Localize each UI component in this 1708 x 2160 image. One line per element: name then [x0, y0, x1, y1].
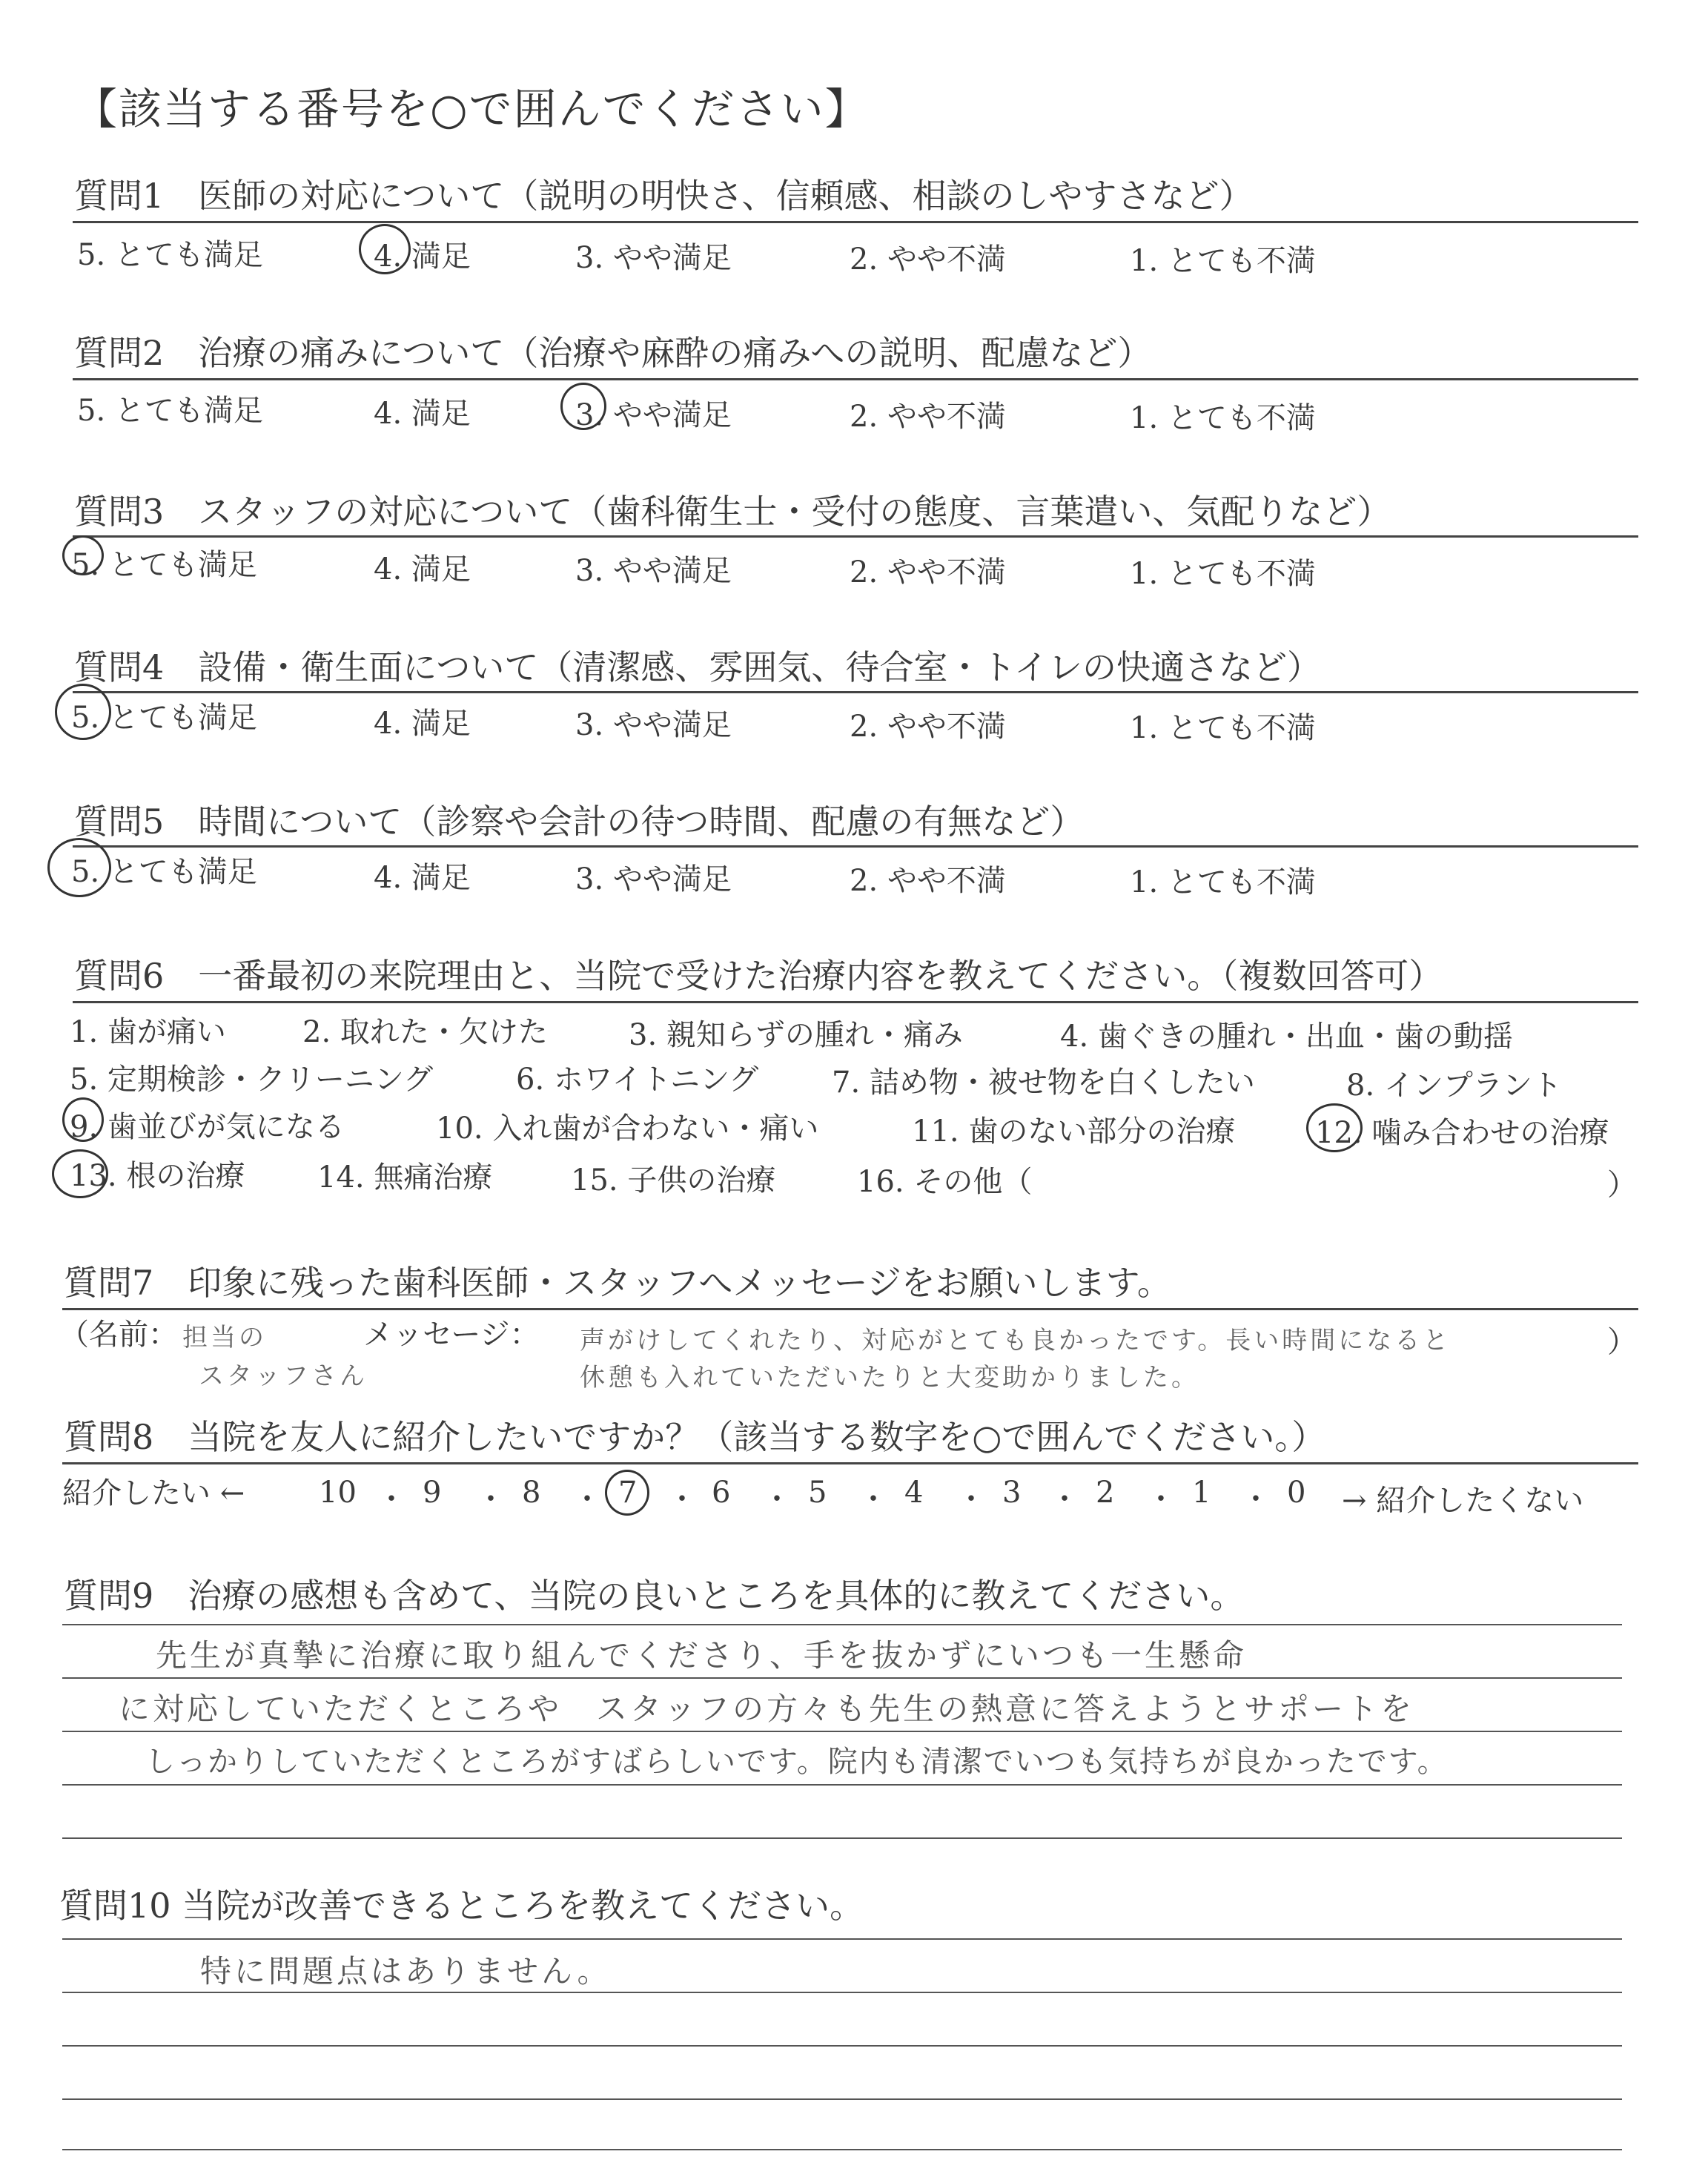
q5-option-3[interactable]: 3. やや満足	[575, 862, 732, 896]
q1-option-4[interactable]: 4. 満足	[374, 240, 471, 274]
q9-rule-3	[62, 1731, 1622, 1732]
q8-scale-value[interactable]: 6	[712, 1476, 731, 1510]
q6-option-1[interactable]: 1. 歯が痛い	[70, 1015, 226, 1049]
q7-label: 質問7 印象に残った歯科医師・スタッフへメッセージをお願いします。	[64, 1263, 1171, 1303]
q8-scale-value[interactable]: 9	[423, 1476, 442, 1510]
q1-option-5[interactable]: 5. とても満足	[77, 238, 263, 272]
q9-rule-2	[62, 1677, 1622, 1679]
q10-rule-4	[62, 2098, 1622, 2100]
q6-other-close-paren: ）	[1607, 1168, 1637, 1202]
q8-scale-row	[62, 1470, 245, 1512]
q6-option-10[interactable]: 10. 入れ歯が合わない・痛い	[436, 1112, 819, 1146]
q6-option-6[interactable]: 6. ホワイトニング	[516, 1063, 759, 1097]
q8-scale-separator: ・	[476, 1482, 506, 1516]
q3-label: 質問3 スタッフの対応について（歯科衛生士・受付の態度、言葉遣い、気配りなど）	[74, 492, 1391, 532]
q2-option-3[interactable]: 3. やや満足	[575, 398, 732, 432]
q6-option-15[interactable]: 15. 子供の治療	[571, 1163, 776, 1198]
q6-option-7[interactable]: 7. 詰め物・被せ物を白くしたい	[832, 1066, 1255, 1100]
q8-scale-value[interactable]: 7	[618, 1476, 638, 1510]
q6-option-12[interactable]: 12. 噛み合わせの治療	[1315, 1116, 1609, 1150]
q4-option-3[interactable]: 3. やや満足	[575, 708, 732, 742]
q10-label: 質問10 当院が改善できるところを教えてください。	[59, 1886, 864, 1926]
q7-name-line1[interactable]: 担当の	[182, 1323, 267, 1353]
q8-scale-value[interactable]: 10	[319, 1476, 357, 1510]
q1-divider	[73, 221, 1638, 223]
q7-message-line2[interactable]: 休憩も入れていただいたりと大変助かりました。	[580, 1363, 1199, 1393]
q4-option-1[interactable]: 1. とても不満	[1130, 711, 1316, 745]
q8-scale-value[interactable]: 4	[904, 1476, 924, 1510]
q8-scale-value[interactable]: 3	[1002, 1476, 1022, 1510]
q1-option-1[interactable]: 1. とても不満	[1130, 244, 1316, 278]
q3-option-4[interactable]: 4. 満足	[374, 552, 471, 587]
q7-message-label: メッセージ：	[363, 1318, 540, 1352]
q8-scale-value[interactable]: 1	[1192, 1476, 1211, 1510]
q6-label: 質問6 一番最初の来院理由と、当院で受けた治療内容を教えてください。（複数回答可）	[74, 956, 1443, 996]
q8-divider	[62, 1462, 1638, 1464]
form-title: 【該当する番号を○で囲んでください】	[74, 84, 870, 134]
q2-label: 質問2 治療の痛みについて（治療や麻酔の痛みへの説明、配慮など）	[74, 333, 1152, 373]
q6-option-14[interactable]: 14. 無痛治療	[317, 1160, 493, 1195]
q8-scale-separator: ・	[956, 1482, 986, 1516]
q6-selection-circle-12	[1306, 1103, 1363, 1152]
q8-left-label: 紹介したい ←	[62, 1476, 245, 1510]
q4-option-4[interactable]: 4. 満足	[374, 707, 471, 741]
q9-rule-5	[62, 1837, 1622, 1839]
q10-rule-2	[62, 1992, 1622, 1993]
q9-rule-4	[62, 1784, 1622, 1786]
q3-option-1[interactable]: 1. とても不満	[1130, 557, 1316, 591]
q2-option-4[interactable]: 4. 満足	[374, 397, 471, 431]
q8-label: 質問8 当院を友人に紹介したいですか？（該当する数字を○で囲んでください。）	[64, 1417, 1326, 1457]
q6-option-16[interactable]: 16. その他（	[857, 1165, 1033, 1199]
q10-answer-line-1[interactable]: 特に問題点はありません。	[200, 1953, 612, 1989]
q6-option-13[interactable]: 13. 根の治療	[70, 1159, 245, 1193]
q8-scale-separator: ・	[1050, 1482, 1079, 1516]
q1-option-3[interactable]: 3. やや満足	[575, 241, 732, 275]
q6-option-8[interactable]: 8. インプラント	[1346, 1069, 1562, 1103]
q3-option-2[interactable]: 2. やや不満	[850, 555, 1006, 589]
q2-option-1[interactable]: 1. とても不満	[1130, 401, 1316, 435]
q7-name-line2[interactable]: スタッフさん	[199, 1361, 368, 1391]
q6-divider	[73, 1001, 1638, 1003]
q1-label: 質問1 医師の対応について（説明の明快さ、信頼感、相談のしやすさなど）	[74, 176, 1254, 216]
q9-answer-line-1[interactable]: 先生が真摯に治療に取り組んでくださり、手を抜かずにいつも一生懸命	[156, 1637, 1248, 1674]
q7-name-label: （名前：	[59, 1318, 178, 1352]
q10-rule-5	[62, 2149, 1622, 2150]
q8-scale-value[interactable]: 0	[1287, 1476, 1306, 1510]
q9-answer-line-2[interactable]: に対応していただくところや スタッフの方々も先生の熱意に答えようとサポートを	[119, 1691, 1415, 1727]
q5-selection-circle	[47, 838, 111, 897]
q6-option-11[interactable]: 11. 歯のない部分の治療	[912, 1114, 1236, 1149]
q9-rule-1	[62, 1624, 1622, 1625]
q8-scale-separator: ・	[667, 1482, 697, 1516]
q2-option-2[interactable]: 2. やや不満	[850, 400, 1006, 434]
q7-close-paren: ）	[1607, 1325, 1637, 1359]
q8-scale-value[interactable]: 8	[522, 1476, 541, 1510]
q5-label: 質問5 時間について（診察や会計の待つ時間、配慮の有無など）	[74, 802, 1085, 842]
q5-divider	[73, 845, 1638, 848]
q8-scale-value[interactable]: 2	[1096, 1476, 1115, 1510]
q8-scale-separator: ・	[377, 1482, 406, 1516]
q7-divider	[62, 1308, 1638, 1310]
q6-selection-circle-13	[52, 1149, 108, 1198]
q3-option-3[interactable]: 3. やや満足	[575, 554, 732, 588]
q2-selection-circle	[560, 383, 606, 430]
q4-selection-circle	[55, 684, 111, 740]
q5-option-1[interactable]: 1. とても不満	[1130, 865, 1316, 899]
q1-option-2[interactable]: 2. やや不満	[850, 242, 1006, 277]
q6-selection-circle-9	[62, 1097, 104, 1142]
q9-label: 質問9 治療の感想も含めて、当院の良いところを具体的に教えてください。	[64, 1576, 1245, 1616]
q10-rule-3	[62, 2045, 1622, 2047]
q1-selection-circle	[359, 224, 411, 274]
q8-right-label: → 紹介したくない	[1342, 1484, 1584, 1518]
q6-option-9[interactable]: 9. 歯並びが気になる	[70, 1110, 345, 1144]
q9-answer-line-3[interactable]: しっかりしていただくところがすばらしいです。院内も清潔でいつも気持ちが良かったです。	[145, 1745, 1449, 1779]
q2-divider	[73, 378, 1638, 380]
q8-scale-separator: ・	[572, 1482, 602, 1516]
q8-scale-separator: ・	[762, 1482, 792, 1516]
q3-selection-circle	[62, 535, 104, 575]
q4-divider	[73, 691, 1638, 693]
q4-option-5[interactable]: 5. とても満足	[71, 701, 257, 735]
q3-option-5[interactable]: 5. とても満足	[71, 548, 257, 582]
q8-selection-circle	[605, 1470, 649, 1516]
q5-option-5[interactable]: 5. とても満足	[71, 855, 257, 889]
q3-divider	[73, 535, 1638, 538]
q8-scale-value[interactable]: 5	[808, 1476, 827, 1510]
q5-option-4[interactable]: 4. 満足	[374, 861, 471, 895]
q4-option-2[interactable]: 2. やや不満	[850, 710, 1006, 744]
q8-scale-separator: ・	[1241, 1482, 1271, 1516]
q6-option-2[interactable]: 2. 取れた・欠けた	[302, 1015, 548, 1049]
q2-option-5[interactable]: 5. とても満足	[77, 394, 263, 428]
q6-option-5[interactable]: 5. 定期検診・クリーニング	[70, 1063, 434, 1097]
q4-label: 質問4 設備・衛生面について（清潔感、雰囲気、待合室・トイレの快適さなど）	[74, 647, 1322, 687]
q6-option-4[interactable]: 4. 歯ぐきの腫れ・出血・歯の動揺	[1060, 1020, 1513, 1054]
q8-scale-separator: ・	[1146, 1482, 1176, 1516]
q7-message-line1[interactable]: 声がけしてくれたり、対応がとても良かったです。長い時間になると	[580, 1326, 1452, 1355]
q5-option-2[interactable]: 2. やや不満	[850, 864, 1006, 898]
q8-scale-separator: ・	[858, 1482, 888, 1516]
q10-rule-1	[62, 1938, 1622, 1940]
q6-option-3[interactable]: 3. 親知らずの腫れ・痛み	[629, 1018, 963, 1052]
